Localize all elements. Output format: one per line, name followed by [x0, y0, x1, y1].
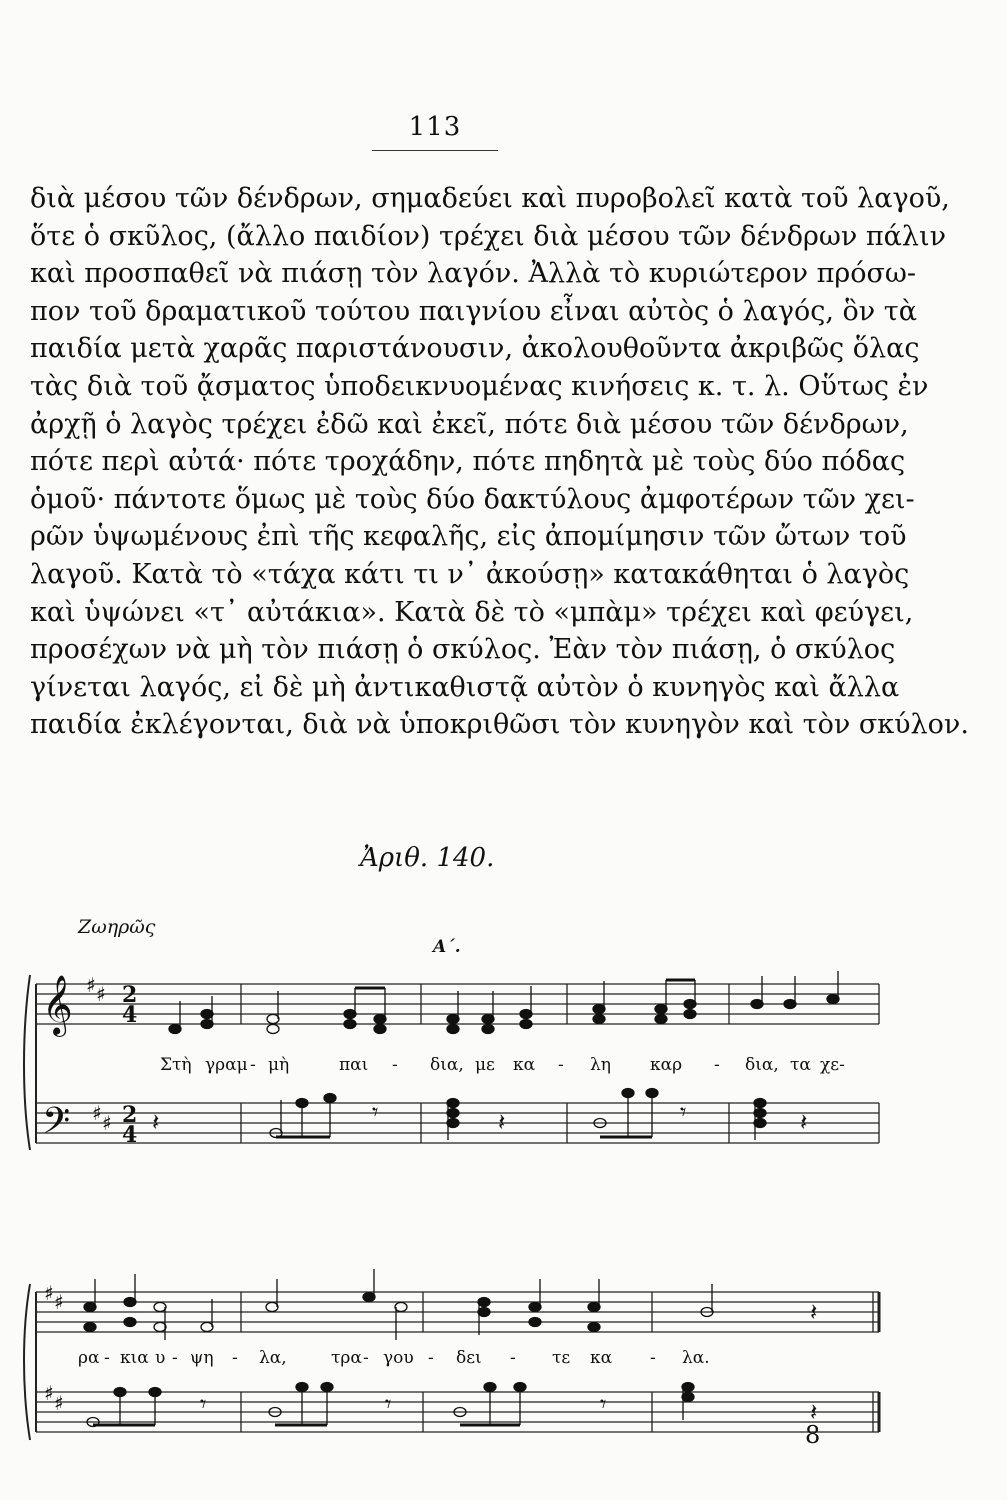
rest-icon: 𝄽: [810, 1298, 818, 1326]
text-line: πον τοῦ δραματικοῦ τούτου παιγνίου εἶναι αὐτὸς ὁ λαγός, ὃν τὰ: [30, 295, 917, 327]
lyric-syllable: -: [714, 1055, 720, 1075]
text-line: γίνεται λαγός, εἰ δὲ μὴ ἀντικαθιστᾷ αὐτὸν ὁ κυνηγὸς καὶ ἄλλα: [30, 671, 900, 703]
lyric-syllable: -: [250, 1055, 256, 1075]
sharp-icon: ♯: [86, 973, 96, 997]
lyric-syllable: -: [232, 1348, 238, 1368]
lyric-syllable: υ: [155, 1348, 166, 1368]
rest-icon: 𝄾: [680, 1098, 687, 1126]
lyric-syllable: λα.: [682, 1348, 710, 1368]
section-marker: Α΄.: [433, 937, 461, 957]
lyric-syllable: γραμ: [205, 1055, 248, 1075]
lyric-syllable: μὴ: [268, 1055, 290, 1075]
staff-treble-2: [36, 1292, 879, 1332]
lyric-syllable: τε: [552, 1348, 571, 1368]
system-brace: [24, 975, 30, 1150]
lyric-syllable: -: [363, 1348, 369, 1368]
lyric-syllable: -: [558, 1055, 564, 1075]
time-sig-top: 2: [122, 1102, 138, 1128]
sharp-icon: ♯: [54, 1290, 64, 1314]
lyric-syllable: με: [475, 1055, 495, 1075]
lyric-syllable: κα: [513, 1055, 536, 1075]
signature-mark: 8: [805, 1421, 821, 1449]
text-line: παιδία μετὰ χαρᾶς παριστάνουσιν, ἀκολουθοῦντα ἀκριβῶς ὅλας: [30, 333, 920, 365]
sharp-icon: ♯: [54, 1391, 64, 1415]
sharp-icon: ♯: [44, 1281, 54, 1305]
lyric-syllable: λα,: [259, 1348, 287, 1368]
text-line: διὰ μέσου τῶν δένδρων, σημαδεύει καὶ πυροβολεῖ κατὰ τοῦ λαγοῦ,: [30, 183, 950, 214]
sharp-icon: ♯: [92, 1101, 102, 1125]
bass-clef-icon: 𝄢: [42, 1100, 71, 1151]
lyric-syllable: κια: [120, 1348, 149, 1368]
sharp-icon: ♯: [102, 1111, 112, 1135]
lyric-syllable: -: [104, 1348, 110, 1368]
rest-icon: 𝄾: [600, 1390, 607, 1418]
time-sig-top: 2: [122, 982, 138, 1008]
rest-icon: 𝄽: [810, 1398, 818, 1426]
page-number: 113: [408, 112, 462, 142]
text-line: καὶ ὑψώνει «τ᾿ αὐτάκια». Κατὰ δὲ τὸ «μπὰμ» τρέχει καὶ φεύγει,: [30, 596, 914, 628]
text-line: πότε περὶ αὐτά· πότε τροχάδην, πότε πηδητὰ μὲ τοὺς δύο πόδας: [30, 446, 906, 478]
lyric-syllable: κα: [590, 1348, 613, 1368]
sharp-icon: ♯: [96, 982, 106, 1006]
notes-bass-1: [270, 1089, 766, 1141]
lyric-syllable: -: [510, 1348, 516, 1368]
lyric-syllable: γου: [383, 1348, 414, 1368]
lyric-syllable: καρ: [650, 1055, 683, 1075]
lyric-syllable: -: [428, 1348, 434, 1368]
lyric-syllable: δει: [456, 1348, 482, 1368]
lyric-syllable: -: [172, 1348, 178, 1368]
time-sig-bottom: 4: [122, 1122, 138, 1148]
rest-icon: 𝄾: [372, 1098, 379, 1126]
text-line: ἀρχῇ ὁ λαγὸς τρέχει ἐδῶ καὶ ἐκεῖ, πότε διὰ μέσου τῶν δένδρων,: [30, 408, 909, 440]
text-line: λαγοῦ. Κατὰ τὸ «τάχα κάτι τι ν᾿ ἀκούσῃ» κατακάθηται ὁ λαγὸς: [30, 558, 910, 590]
text-line: προσέχων νὰ μὴ τὸν πιάσῃ ὁ σκύλος. Ἐὰν τὸν πιάσῃ, ὁ σκύλος: [30, 634, 896, 666]
lyric-syllable: χε-: [820, 1055, 845, 1075]
time-sig-bottom: 4: [122, 1002, 138, 1028]
rest-icon: 𝄽: [498, 1108, 506, 1136]
rest-icon: 𝄽: [800, 1108, 808, 1136]
lyric-syllable: δια,: [745, 1055, 779, 1075]
rest-icon: 𝄾: [200, 1390, 207, 1418]
text-line: τὰς διὰ τοῦ ᾄσματος ὑποδεικνυομένας κινήσεις κ. τ. λ. Οὕτως ἐν: [30, 370, 929, 402]
rest-icon: 𝄽: [152, 1108, 160, 1136]
staff-bass-2: [36, 1392, 879, 1432]
text-line: ὁμοῦ· πάντοτε ὅμως μὲ τοὺς δύο δακτύλους ἀμφοτέρων τῶν χει-: [30, 483, 915, 515]
song-number-heading: Ἀριθ. 140.: [360, 843, 495, 873]
lyric-syllable: λη: [590, 1055, 611, 1075]
lyric-syllable: ρα: [78, 1348, 100, 1368]
text-line: καὶ προσπαθεῖ νὰ πιάσῃ τὸν λαγόν. Ἀλλὰ τὸ κυριώτερον πρόσω-: [30, 258, 917, 290]
lyric-syllable: -: [392, 1055, 398, 1075]
notes-system-2: [84, 1269, 713, 1340]
lyric-syllable: ψη: [190, 1348, 214, 1368]
text-line: ρῶν ὑψωμένους ἐπὶ τῆς κεφαλῆς, εἰς ἀπομίμησιν τῶν ὤτων τοῦ: [30, 521, 907, 553]
rest-icon: 𝄾: [385, 1390, 392, 1418]
text-line: παιδία ἐκλέγονται, διὰ νὰ ὑποκριθῶσι τὸν κυνηγὸν καὶ τὸν σκύλον.: [30, 709, 969, 741]
lyric-syllable: τρα: [331, 1348, 362, 1368]
lyric-syllable: Στὴ: [160, 1055, 192, 1075]
lyric-syllable: -: [650, 1348, 656, 1368]
text-line: ὅτε ὁ σκῦλος, (ἄλλο παιδίον) τρέχει διὰ μέσου τῶν δένδρων πάλιν: [30, 220, 947, 252]
lyric-syllable: δια,: [430, 1055, 464, 1075]
lyric-syllable: παι: [339, 1055, 369, 1075]
lyric-syllable: τα: [790, 1055, 811, 1075]
treble-clef-icon: 𝄞: [42, 975, 73, 1035]
tempo-marking: Ζωηρῶς: [78, 916, 156, 938]
sharp-icon: ♯: [44, 1381, 54, 1405]
